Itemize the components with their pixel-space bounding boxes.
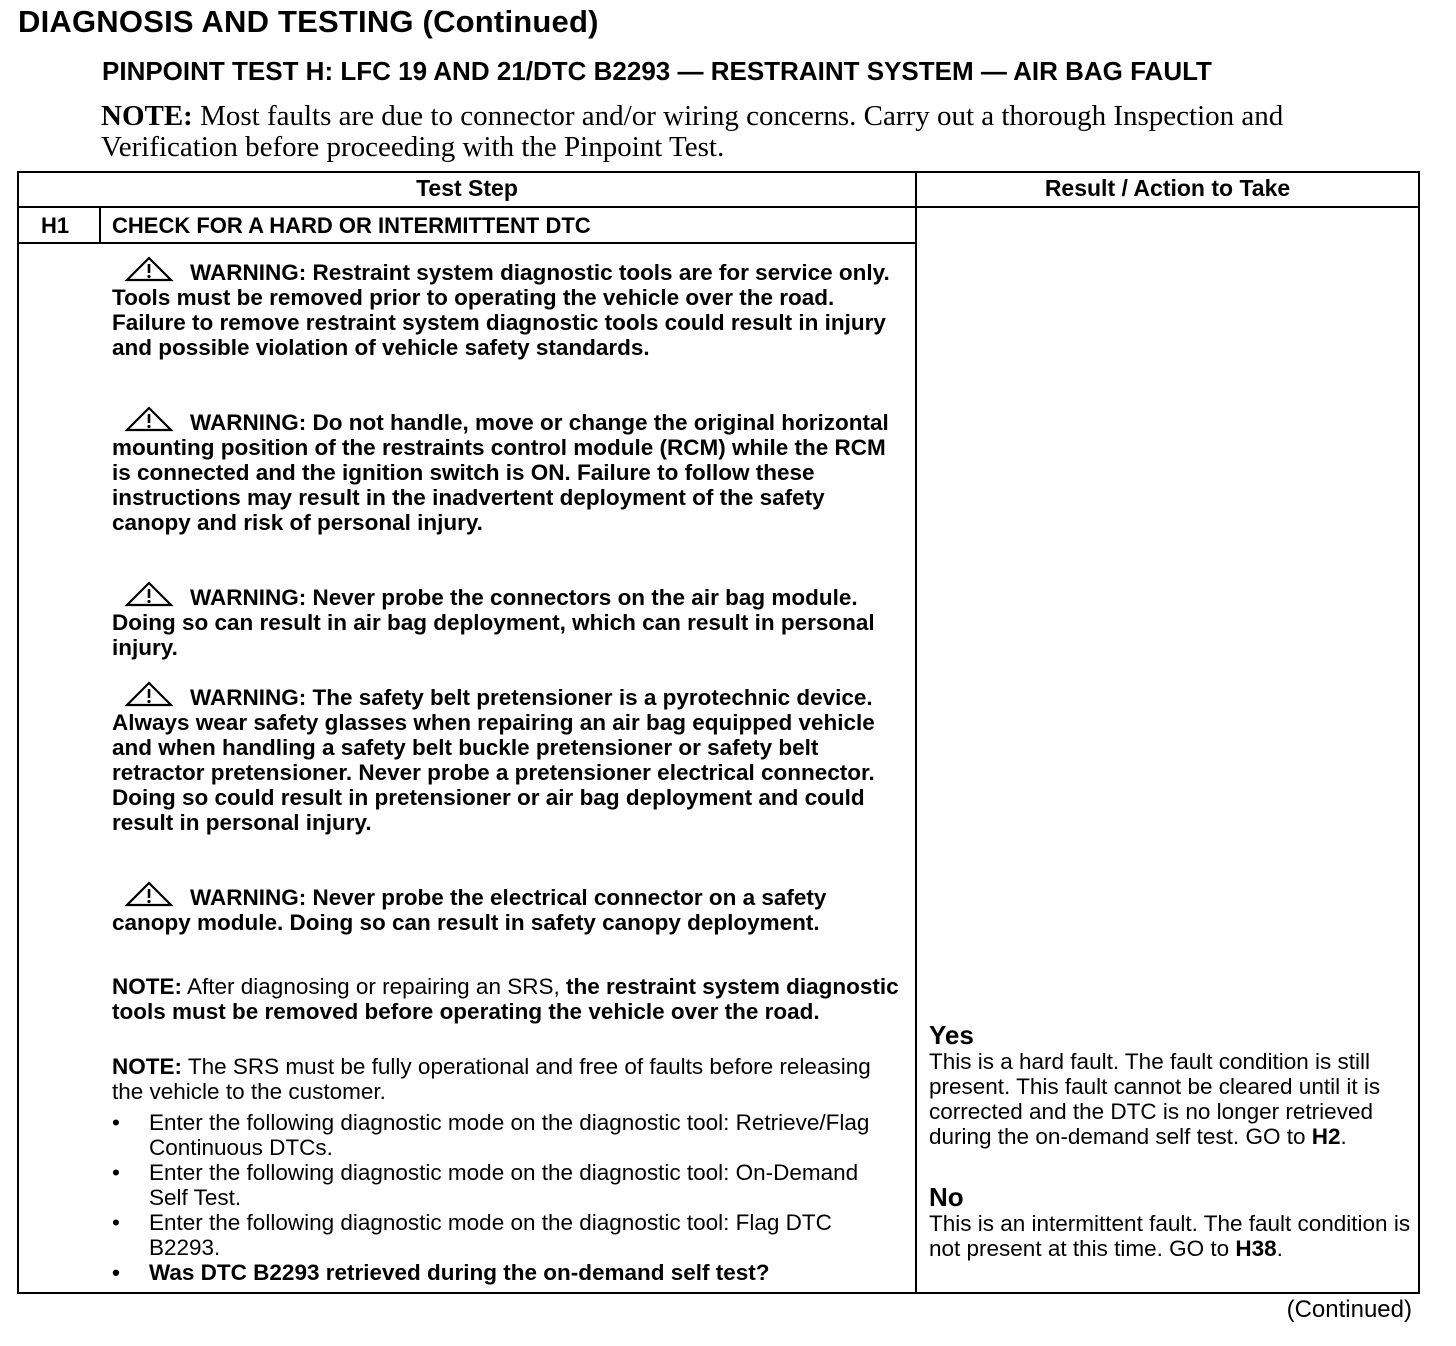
result-no bbox=[929, 1183, 1417, 1261]
list-item-text: Was DTC B2293 retrieved during the on-demand self test? bbox=[149, 1260, 770, 1285]
page-header: DIAGNOSIS AND TESTING (Continued) bbox=[18, 4, 599, 39]
column-header-test-step: Test Step bbox=[416, 175, 518, 201]
warning-text: WARNING: Do not handle, move or change the original horizontal mounting position of the restraints control module (RCM) while the RCM is connected and the ignition switch is ON. Failure to follow these instructions may result in the inadvertent deployment of the safety canopy and risk of personal injury. bbox=[112, 410, 889, 535]
result-no-end: . bbox=[1276, 1236, 1283, 1261]
warning-block bbox=[112, 256, 902, 360]
result-yes-text bbox=[929, 1049, 1417, 1149]
bullet: • bbox=[112, 1210, 120, 1235]
top-note bbox=[101, 101, 1401, 163]
goto-step-link[interactable]: H38 bbox=[1235, 1236, 1277, 1261]
result-yes-label: Yes bbox=[929, 1020, 974, 1050]
warning-block bbox=[112, 881, 902, 935]
list-item-text: Enter the following diagnostic mode on the diagnostic tool: Retrieve/Flag Continuous DTCs. bbox=[149, 1110, 870, 1160]
step-id-divider bbox=[99, 206, 101, 244]
header-row-divider bbox=[17, 206, 1420, 208]
note-bold-text: the restraint system diagnostic tools must be removed before operating the vehicle over the road. bbox=[112, 974, 899, 1024]
warning-block bbox=[112, 406, 902, 535]
continued-label: (Continued) bbox=[1286, 1296, 1412, 1323]
pinpoint-test-title: PINPOINT TEST H: LFC 19 AND 21/DTC B2293 — RESTRAINT SYSTEM — AIR BAG FAULT bbox=[102, 56, 1212, 86]
step-title: CHECK FOR A HARD OR INTERMITTENT DTC bbox=[112, 213, 591, 238]
warning-triangle-icon bbox=[124, 881, 174, 907]
note-label: NOTE: bbox=[112, 974, 182, 999]
warning-triangle-icon bbox=[124, 581, 174, 607]
result-yes bbox=[929, 1021, 1417, 1149]
step-id: H1 bbox=[41, 213, 70, 238]
bullet: • bbox=[112, 1260, 120, 1285]
warning-text: WARNING: Never probe the connectors on the air bag module. Doing so can result in air bag deployment, which can result in personal injury. bbox=[112, 585, 875, 660]
warning-block bbox=[112, 581, 902, 660]
warning-triangle-icon bbox=[124, 681, 174, 707]
list-item bbox=[112, 1260, 902, 1285]
bullet: • bbox=[112, 1110, 120, 1135]
result-no-label: No bbox=[929, 1182, 964, 1212]
result-no-text bbox=[929, 1211, 1417, 1261]
goto-step-link[interactable]: H2 bbox=[1311, 1124, 1341, 1149]
bullet: • bbox=[112, 1160, 120, 1185]
list-item bbox=[112, 1110, 902, 1160]
warning-text: WARNING: Never probe the electrical connector on a safety canopy module. Doing so can result in safety canopy deployment. bbox=[112, 885, 827, 935]
result-yes-body: This is a hard fault. The fault condition is still present. This fault cannot be cleared until it is corrected and the DTC is no longer retrieved during the on-demand self test. GO to bbox=[929, 1049, 1381, 1149]
column-divider bbox=[915, 171, 917, 1294]
list-item bbox=[112, 1210, 902, 1260]
warning-triangle-icon bbox=[124, 256, 174, 282]
result-yes-end: . bbox=[1340, 1124, 1347, 1149]
list-item-text: Enter the following diagnostic mode on the diagnostic tool: Flag DTC B2293. bbox=[149, 1210, 832, 1260]
list-item bbox=[112, 1160, 902, 1210]
step-title-divider bbox=[17, 242, 917, 244]
list-item-text: Enter the following diagnostic mode on the diagnostic tool: On-Demand Self Test. bbox=[149, 1160, 859, 1210]
top-note-label: NOTE: bbox=[101, 100, 193, 132]
note-label: NOTE: bbox=[112, 1054, 182, 1079]
warning-triangle-icon bbox=[124, 406, 174, 432]
note-text: The SRS must be fully operational and free of faults before releasing the vehicle to the customer. bbox=[112, 1054, 871, 1104]
warning-block bbox=[112, 681, 902, 835]
note-text: After diagnosing or repairing an SRS, bbox=[182, 974, 566, 999]
warning-text: WARNING: Restraint system diagnostic tools are for service only. Tools must be removed prior to operating the vehicle over the road. Failure to remove restraint system diagnostic tools could result in injury and possible violation of vehicle safety standards. bbox=[112, 260, 890, 360]
note-srs-operational bbox=[112, 1054, 902, 1104]
warning-text: WARNING: The safety belt pretensioner is a pyrotechnic device. Always wear safety glasses when repairing an air bag equipped vehicle and when handling a safety belt buckle pretensioner or safety belt retractor pretensioner. Never probe a pretensioner electrical connector. Doing so could result in pretensioner or air bag deployment and could result in personal injury. bbox=[112, 685, 875, 835]
note-remove-tools bbox=[112, 974, 902, 1024]
result-no-body: This is an intermittent fault. The fault condition is not present at this time. GO to bbox=[929, 1211, 1411, 1261]
top-note-text: Most faults are due to connector and/or wiring concerns. Carry out a thorough Inspection and Verification before proceeding with the Pinpoint Test. bbox=[101, 100, 1284, 163]
column-header-result: Result / Action to Take bbox=[1044, 175, 1291, 201]
